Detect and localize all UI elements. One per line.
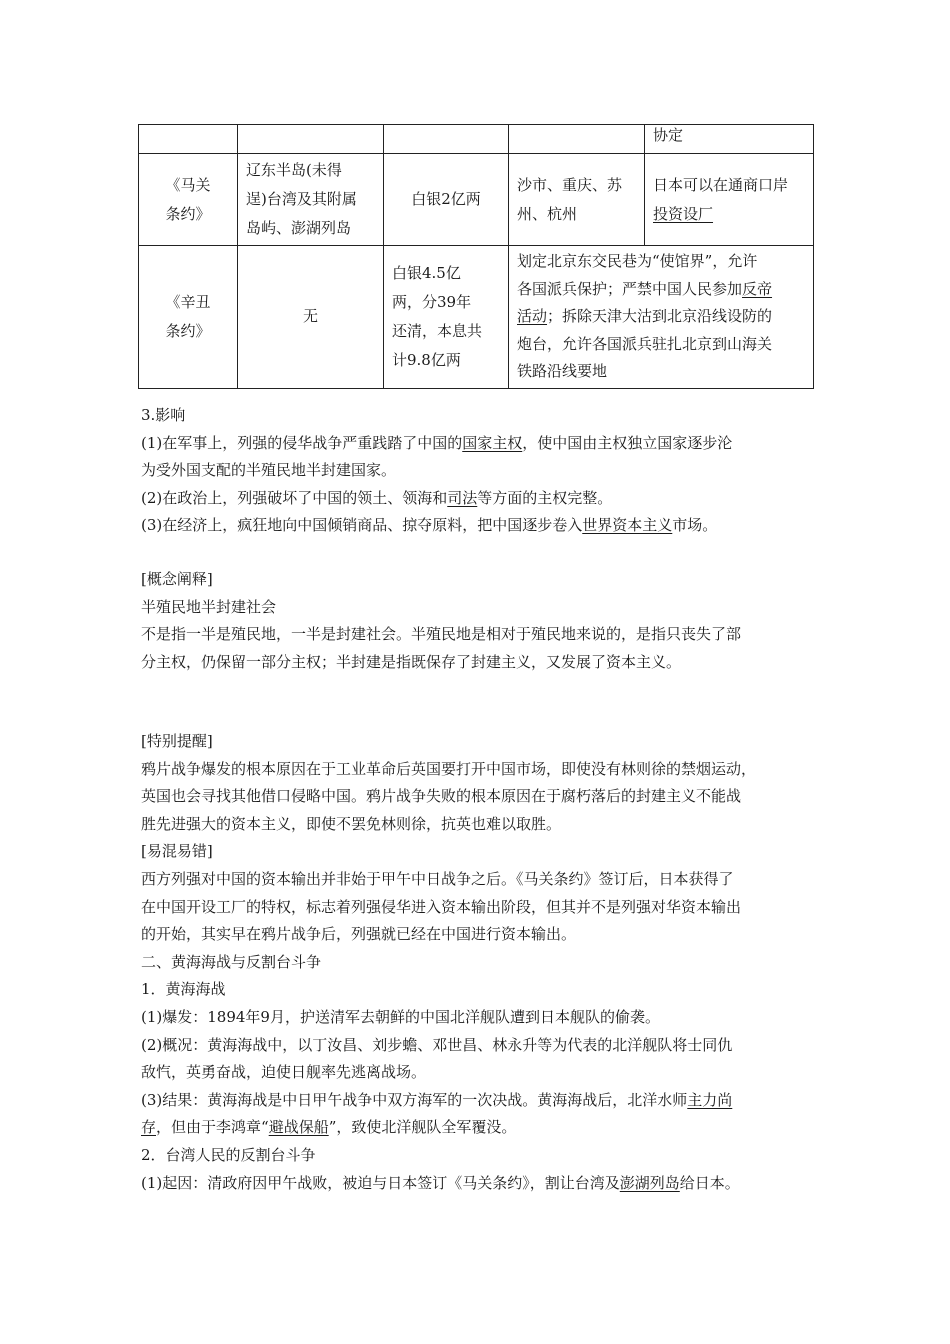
land-cell bbox=[238, 154, 384, 246]
underlined-text: 司法 bbox=[447, 488, 478, 507]
land-cell bbox=[238, 246, 384, 389]
paragraph-line: 英国也会寻找其他借口侵略中国。鸦片战争失败的根本原因在于腐朽落后的封建主义不能战 bbox=[141, 787, 742, 806]
cell-text: 逞)台湾及其附属 bbox=[246, 190, 357, 208]
section-heading: 二、黄海海战与反割台斗争 bbox=[141, 952, 322, 971]
cell-text: 岛屿、澎湖列岛 bbox=[246, 219, 352, 237]
underlined-text: 反帝 bbox=[742, 279, 773, 298]
paragraph-line: (1)起因：清政府因甲午战败，被迫与日本签订《马关条约》，割让台湾及澎湖列岛给日本。 bbox=[141, 1173, 740, 1192]
underlined-text: 澎湖列岛 bbox=[619, 1173, 680, 1192]
paragraph-line: 胜先进强大的资本主义，即使不罢免林则徐，抗英也难以取胜。 bbox=[141, 814, 562, 833]
section-label: [特别提醒] bbox=[141, 732, 213, 750]
table-row bbox=[139, 125, 814, 154]
cell-text: 沙市、重庆、苏 bbox=[517, 175, 623, 194]
section-label: [概念阐释] bbox=[141, 570, 213, 588]
cell-text: 《马关 bbox=[165, 175, 211, 194]
paragraph-line: 西方列强对中国的资本输出并非始于甲午中日战争之后。《马关条约》签订后，日本获得了 bbox=[141, 869, 734, 888]
paragraph-line: 存，但由于李鸿章“避战保船”，致使北洋舰队全军覆没。 bbox=[141, 1118, 517, 1137]
paragraph-line: 为受外国支配的半殖民地半封建国家。 bbox=[141, 461, 397, 480]
underlined-text: 世界资本主义 bbox=[582, 516, 673, 535]
paragraph-line: 敌忾，英勇奋战，迫使日舰率先逃离战场。 bbox=[141, 1063, 427, 1082]
subsection-heading: 2．台湾人民的反割台斗争 bbox=[141, 1145, 316, 1164]
paragraph-line: (3)结果：黄海海战是中日甲午战争中双方海军的一次决战。黄海海战后，北洋水师主力尚 bbox=[141, 1090, 733, 1109]
table-cell bbox=[139, 125, 238, 154]
indemnity-cell bbox=[384, 246, 509, 389]
paragraph-line: (2)在政治上，列强破坏了中国的领土、领海和司法等方面的主权完整。 bbox=[141, 488, 613, 507]
underlined-text: 活动 bbox=[517, 307, 548, 325]
cell-text: ；拆除天津大沽到北京沿线设防的 bbox=[547, 307, 773, 325]
reminder-section bbox=[141, 728, 821, 1197]
section-label: [易混易错] bbox=[141, 842, 213, 861]
cell-text: 日本可以在通商口岸 bbox=[653, 175, 789, 194]
paragraph-line: 鸦片战争爆发的根本原因在于工业革命后英国要打开中国市场，即使没有林则徐的禁烟运动， bbox=[141, 759, 757, 778]
cell-text: 铁路沿线要地 bbox=[517, 362, 608, 380]
cell-text: 无 bbox=[302, 307, 318, 326]
cell-text: 州、杭州 bbox=[517, 204, 578, 223]
cell-text: 《辛丑 bbox=[165, 292, 211, 311]
underlined-text: 避战保船 bbox=[268, 1118, 329, 1137]
cell-text: 炮台，允许各国派兵驻扎北京到山海关 bbox=[517, 334, 773, 353]
paragraph-line: 在中国开设工厂的特权，标志着列强侵华进入资本输出阶段，但其并不是列强对华资本输出 bbox=[141, 897, 742, 916]
cell-text: 白银4.5亿 bbox=[392, 263, 461, 282]
table-cell bbox=[645, 125, 814, 154]
table-row bbox=[139, 154, 814, 246]
other-cell bbox=[509, 246, 814, 389]
paragraph-line: 分主权，仍保留一部分主权；半封建是指既保存了封建主义，又发展了资本主义。 bbox=[141, 652, 682, 671]
cell-text: 白银2亿两 bbox=[411, 190, 481, 208]
treaty-name-cell bbox=[139, 246, 238, 389]
paragraph-line: (2)概况：黄海海战中，以丁汝昌、刘步蟾、邓世昌、林永升等为代表的北洋舰队将士同仇 bbox=[141, 1035, 733, 1054]
underlined-text: 投资设厂 bbox=[653, 204, 714, 223]
treaty-name-cell bbox=[139, 154, 238, 246]
cell-text: 两，分39年 bbox=[392, 292, 472, 311]
cell-text: 还清，本息共 bbox=[392, 321, 483, 340]
cell-text: 协定 bbox=[653, 126, 684, 144]
paragraph-line: 不是指一半是殖民地，一半是封建社会。半殖民地是相对于殖民地来说的，是指只丧失了部 bbox=[141, 625, 742, 644]
paragraph-line: (3)在经济上，疯狂地向中国倾销商品、掠夺原料，把中国逐步卷入世界资本主义市场。 bbox=[141, 516, 718, 535]
term-title: 半殖民地半封建社会 bbox=[141, 597, 277, 616]
subsection-heading: 1．黄海海战 bbox=[141, 980, 226, 999]
ports-cell bbox=[509, 154, 645, 246]
underlined-text: 主力尚 bbox=[687, 1090, 733, 1109]
concept-section bbox=[141, 566, 821, 676]
section-heading: 3.影响 bbox=[141, 406, 186, 424]
cell-text: 条约》 bbox=[165, 204, 211, 223]
cell-text: 计9.8亿两 bbox=[392, 350, 461, 369]
paragraph-line: (1)在军事上，列强的侵华战争严重践踏了中国的国家主权，使中国由主权独立国家逐步沦 bbox=[141, 433, 733, 452]
impact-section bbox=[141, 402, 821, 540]
table-row bbox=[139, 246, 814, 389]
underlined-text: 存 bbox=[141, 1118, 157, 1137]
indemnity-cell bbox=[384, 154, 509, 246]
other-cell bbox=[645, 154, 814, 246]
paragraph-line: 的开始，其实早在鸦片战争后，列强就已经在中国进行资本输出。 bbox=[141, 925, 577, 944]
paragraph-line: (1)爆发：1894年9月，护送清军去朝鲜的中国北洋舰队遭到日本舰队的偷袭。 bbox=[141, 1007, 660, 1026]
cell-text: 辽东半岛(未得 bbox=[246, 161, 342, 179]
table-cell bbox=[238, 125, 384, 154]
cell-text: 划定北京东交民巷为“使馆界”，允许 bbox=[517, 252, 758, 270]
treaty-table bbox=[138, 124, 814, 389]
underlined-text: 国家主权 bbox=[462, 433, 523, 452]
cell-text: 各国派兵保护；严禁中国人民参加 bbox=[517, 279, 743, 298]
table-cell bbox=[509, 125, 645, 154]
table-cell bbox=[384, 125, 509, 154]
cell-text: 条约》 bbox=[165, 321, 211, 340]
